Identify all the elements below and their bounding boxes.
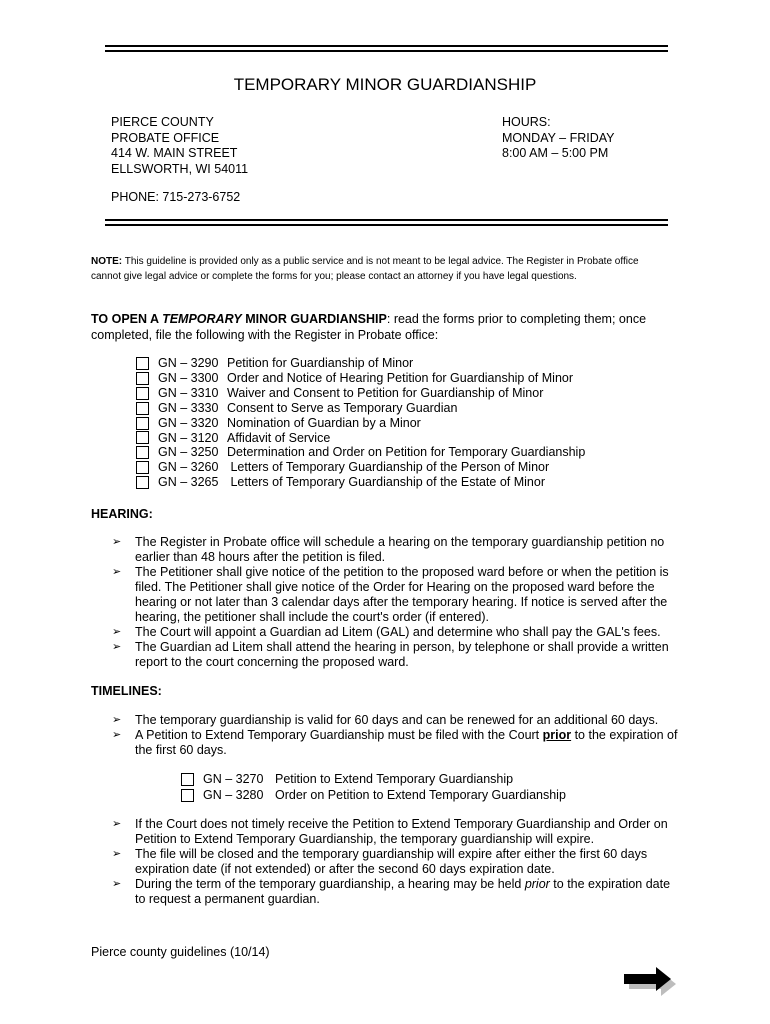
form-item [136, 431, 585, 446]
top-double-rule [105, 45, 668, 52]
form-description: Nomination of Guardian by a Minor [227, 415, 421, 430]
form-code: GN – 3260 [158, 460, 219, 475]
footer-guidelines-date: Pierce county guidelines (10/14) [91, 945, 270, 959]
arrowhead-bullet-icon: ➢ [112, 848, 122, 860]
arrowhead-bullet-icon: ➢ [112, 878, 122, 890]
note-text: This guideline is provided only as a public service and is not meant to be legal advice. The Register in Probate office cannot give legal advice or complete the forms for you; please contact an attorney if you have legal questions. [91, 256, 639, 282]
bullet-text: The Court will appoint a Guardian ad Litem (GAL) and determine who shall pay the GAL's fees. [135, 625, 661, 639]
form-item [136, 401, 585, 416]
address-line: ELLSWORTH, WI 54011 [111, 161, 249, 176]
form-item [136, 371, 585, 386]
form-item [181, 788, 566, 804]
form-checkbox[interactable] [136, 417, 149, 430]
form-code: GN – 3320 [158, 415, 219, 430]
bullet-text-part: A Petition to Extend Temporary Guardianship must be filed with the Court [135, 728, 543, 742]
timelines-bullets-continued [112, 817, 682, 907]
form-checkbox[interactable] [136, 357, 149, 370]
bullet-text: The Petitioner shall give notice of the petition to the proposed ward before or when the petition is filed. The Petitioner shall give notice of the Order for Hearing on the proposed ward before the hearing or not later than 3 calendar days after the temporary hearing. If notice is served after the hearing, the petitioner shall include the court's order (if entered). [135, 565, 669, 624]
bullet-text-part: to the expiration date to request a permanent guardian. [135, 877, 671, 906]
form-description: Affidavit of Service [227, 430, 331, 445]
extension-forms-list [181, 772, 566, 803]
disclaimer-note [91, 255, 671, 284]
arrowhead-bullet-icon: ➢ [112, 729, 122, 741]
bullet-text: The temporary guardianship is valid for 60 days and can be renewed for an additional 60 days. [135, 713, 659, 727]
hours-days: MONDAY – FRIDAY [502, 130, 615, 145]
emphasis-prior: prior [524, 877, 550, 891]
address-line: PROBATE OFFICE [111, 130, 220, 145]
form-description: Determination and Order on Petition for Temporary Guardianship [227, 445, 586, 460]
bullet-text-part: to the expiration of the first 60 days. [135, 728, 678, 757]
bullet-text-part: During the term of the temporary guardianship, a hearing may be held [135, 877, 525, 891]
form-item [136, 356, 585, 371]
arrowhead-bullet-icon: ➢ [112, 566, 122, 578]
list-item [112, 847, 682, 877]
next-page-arrow-icon[interactable] [620, 964, 678, 1003]
hearing-heading: HEARING: [91, 507, 153, 521]
list-item [112, 877, 682, 907]
bullet-text: The Guardian ad Litem shall attend the hearing in person, by telephone or shall provide a written report to the court concerning the proposed ward. [135, 640, 669, 669]
form-code: GN – 3270 [203, 772, 264, 786]
list-item [112, 625, 682, 640]
form-checkbox[interactable] [136, 446, 149, 459]
form-code: GN – 3330 [158, 400, 219, 415]
arrowhead-bullet-icon: ➢ [112, 641, 122, 653]
form-code: GN – 3120 [158, 430, 219, 445]
form-description: Order and Notice of Hearing Petition for Guardianship of Minor [227, 370, 574, 385]
required-forms-list [136, 356, 585, 490]
note-label: NOTE: [91, 256, 123, 267]
form-code: GN – 3280 [203, 787, 264, 802]
arrowhead-bullet-icon: ➢ [112, 714, 122, 726]
form-description: Consent to Serve as Temporary Guardian [227, 400, 458, 415]
open-guardianship-instructions [91, 312, 681, 343]
bullet-text [135, 877, 682, 907]
bullet-text: The file will be closed and the temporary guardianship will expire after either the first 60 days expiration date (if not extended) or after the second 60 days expiration date. [135, 847, 648, 876]
list-item [112, 713, 682, 728]
form-checkbox[interactable] [136, 387, 149, 400]
list-item [112, 728, 682, 758]
list-item [112, 640, 682, 670]
phone-number: PHONE: 715-273-6752 [111, 190, 241, 204]
open-heading-prefix: TO OPEN A [91, 312, 163, 326]
hours-label: HOURS: [502, 115, 551, 129]
form-item [181, 772, 566, 788]
form-description: Petition to Extend Temporary Guardianship [275, 772, 514, 786]
timelines-heading: TIMELINES: [91, 684, 162, 698]
form-description: Petition for Guardianship of Minor [227, 356, 414, 370]
address-line: PIERCE COUNTY [111, 115, 214, 129]
section-double-rule [105, 219, 668, 226]
open-heading-emphasis: TEMPORARY [162, 312, 242, 326]
form-code: GN – 3310 [158, 385, 219, 400]
form-code: GN – 3290 [158, 356, 219, 370]
form-item [136, 445, 585, 460]
emphasis-prior: prior [542, 728, 572, 742]
address-line: 414 W. MAIN STREET [111, 146, 238, 160]
form-checkbox[interactable] [181, 789, 194, 802]
form-description: Waiver and Consent to Petition for Guardianship of Minor [227, 385, 544, 400]
form-checkbox[interactable] [136, 431, 149, 444]
page-title: TEMPORARY MINOR GUARDIANSHIP [233, 75, 537, 94]
form-item [136, 475, 585, 490]
open-instructions-text: : read the forms prior to completing them; once completed, file the following with the Register in Probate office: [91, 312, 647, 342]
timelines-bullets [112, 713, 682, 758]
form-description: Letters of Temporary Guardianship of the Estate of Minor [227, 475, 545, 490]
arrowhead-bullet-icon: ➢ [112, 818, 122, 830]
hearing-bullets [112, 535, 682, 670]
hours-time: 8:00 AM – 5:00 PM [502, 146, 609, 160]
bullet-text: If the Court does not timely receive the Petition to Extend Temporary Guardianship and Order on Petition to Extend Temporary Guardianship, the temporary guardianship will expire. [135, 817, 668, 846]
arrowhead-bullet-icon: ➢ [112, 536, 122, 548]
form-description: Letters of Temporary Guardianship of the Person of Minor [227, 460, 550, 475]
form-description: Order on Petition to Extend Temporary Guardianship [275, 787, 566, 802]
form-item [136, 416, 585, 431]
form-checkbox[interactable] [136, 372, 149, 385]
form-checkbox[interactable] [136, 402, 149, 415]
form-code: GN – 3250 [158, 445, 219, 460]
office-address [111, 115, 248, 177]
form-item [136, 386, 585, 401]
office-hours [502, 115, 615, 162]
list-item [112, 565, 682, 625]
arrowhead-bullet-icon: ➢ [112, 626, 122, 638]
form-item [136, 460, 585, 475]
bullet-text: The Register in Probate office will schedule a hearing on the temporary guardianship petition no earlier than 48 hours after the petition is filed. [135, 535, 665, 564]
form-code: GN – 3265 [158, 475, 219, 490]
form-checkbox[interactable] [136, 461, 149, 474]
form-checkbox[interactable] [181, 773, 194, 786]
list-item [112, 817, 682, 847]
form-code: GN – 3300 [158, 370, 219, 385]
bullet-text [135, 728, 682, 758]
open-heading-suffix: MINOR GUARDIANSHIP [241, 312, 387, 326]
list-item [112, 535, 682, 565]
form-checkbox[interactable] [136, 476, 149, 489]
